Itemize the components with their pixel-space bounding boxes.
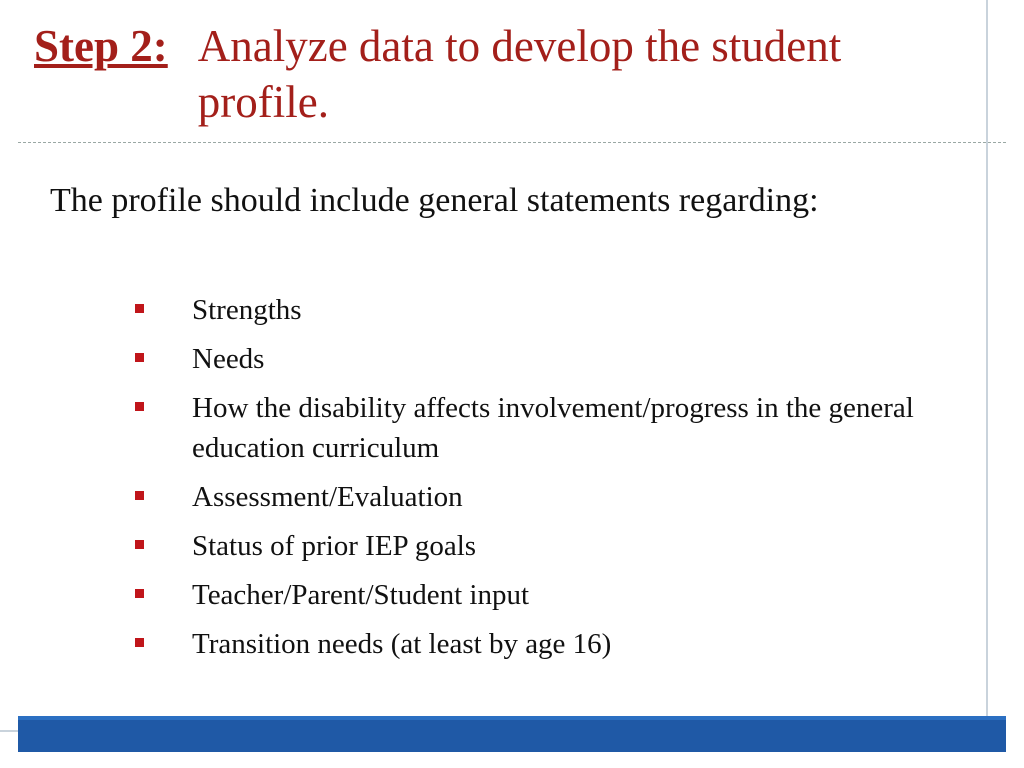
square-bullet-icon	[135, 304, 144, 313]
title-text: Analyze data to develop the student profile.	[197, 21, 842, 127]
square-bullet-icon	[135, 353, 144, 362]
list-item-text: Transition needs (at least by age 16)	[192, 628, 612, 660]
square-bullet-icon	[135, 540, 144, 549]
list-item-text: Strengths	[192, 294, 302, 326]
square-bullet-icon	[135, 638, 144, 647]
list-item-text: Needs	[192, 343, 265, 375]
step-label: Step 2:	[34, 21, 168, 71]
list-item	[130, 575, 970, 615]
bullet-list	[130, 290, 970, 673]
list-item	[130, 624, 970, 664]
slide-title	[34, 18, 974, 130]
square-bullet-icon	[135, 589, 144, 598]
list-item	[130, 388, 970, 468]
square-bullet-icon	[135, 491, 144, 500]
list-item	[130, 477, 970, 517]
list-item	[130, 290, 970, 330]
list-item	[130, 339, 970, 379]
list-item	[130, 526, 970, 566]
square-bullet-icon	[135, 402, 144, 411]
list-item-text: How the disability affects involvement/progress in the general education curriculum	[192, 392, 914, 464]
list-item-text: Status of prior IEP goals	[192, 530, 477, 562]
list-item-text: Assessment/Evaluation	[192, 481, 463, 513]
intro-text: The profile should include general statements regarding:	[50, 182, 819, 219]
title-divider	[18, 142, 1006, 143]
footer-bar	[18, 716, 1006, 752]
list-item-text: Teacher/Parent/Student input	[192, 579, 530, 611]
